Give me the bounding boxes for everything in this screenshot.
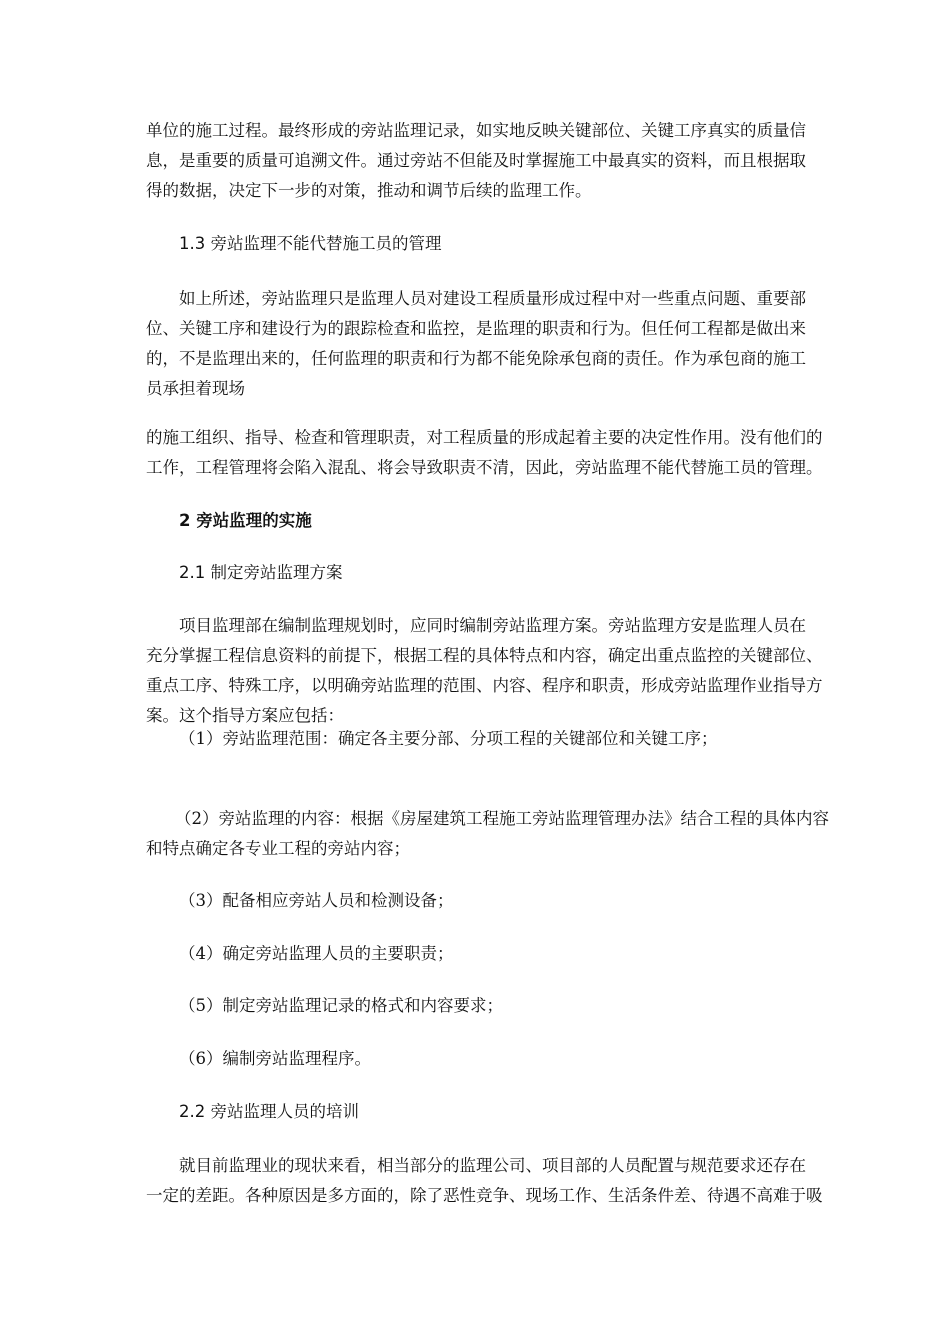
paragraph-2: [146, 284, 822, 404]
text-line: 单位的施工过程。最终形成的旁站监理记录，如实地反映关键部位、关键工序真实的质量信: [146, 121, 806, 140]
text-line: 的施工组织、指导、检查和管理职责，对工程质量的形成起着主要的决定性作用。没有他们的: [146, 428, 823, 447]
section-heading-2-2: 2.2 旁站监理人员的培训: [179, 1102, 359, 1121]
list-item-3: （3）配备相应旁站人员和检测设备；: [179, 891, 454, 910]
list-item-4: （4）确定旁站监理人员的主要职责；: [179, 944, 454, 963]
list-item-6: （6）编制旁站监理程序。: [179, 1049, 371, 1068]
text-line: （2）旁站监理的内容：根据《房屋建筑工程施工旁站监理管理办法》结合工程的具体内容: [175, 809, 829, 828]
text-line: 得的数据，决定下一步的对策，推动和调节后续的监理工作。: [146, 181, 592, 200]
list-item-2: [146, 804, 829, 864]
text-line: 一定的差距。各种原因是多方面的，除了恶性竞争、现场工作、生活条件差、待遇不高难于吸: [146, 1186, 823, 1205]
list-item-1: （1）旁站监理范围：确定各主要分部、分项工程的关键部位和关键工序；: [179, 729, 718, 748]
text-line: 充分掌握工程信息资料的前提下，根据工程的具体特点和内容，确定出重点监控的关键部位、: [146, 646, 823, 665]
text-line: 位、关键工序和建设行为的跟踪检查和监控，是监理的职责和行为。但任何工程都是做出来: [146, 319, 806, 338]
text-line: 的，不是监理出来的，任何监理的职责和行为都不能免除承包商的责任。作为承包商的施工: [146, 349, 806, 368]
list-item-5: （5）制定旁站监理记录的格式和内容要求；: [179, 996, 503, 1015]
text-line: 项目监理部在编制监理规划时，应同时编制旁站监理方案。旁站监理方安是监理人员在: [179, 616, 806, 635]
text-line: 重点工序、特殊工序，以明确旁站监理的范围、内容、程序和职责，形成旁站监理作业指导方: [146, 676, 823, 695]
paragraph-3: [146, 423, 822, 483]
text-line: 如上所述，旁站监理只是监理人员对建设工程质量形成过程中对一些重点问题、重要部: [179, 289, 806, 308]
text-line: 息，是重要的质量可追溯文件。通过旁站不但能及时掌握施工中最真实的资料，而且根据取: [146, 151, 806, 170]
paragraph-4: [146, 611, 822, 731]
text-line: 和特点确定各专业工程的旁站内容；: [146, 839, 410, 858]
text-line: 就目前监理业的现状来看，相当部分的监理公司、项目部的人员配置与规范要求还存在: [179, 1156, 806, 1175]
section-heading-1-3: 1.3 旁站监理不能代替施工员的管理: [179, 234, 442, 253]
section-heading-2-1: 2.1 制定旁站监理方案: [179, 563, 343, 582]
text-line: 员承担着现场: [146, 379, 245, 398]
text-line: 案。这个指导方案应包括：: [146, 706, 344, 725]
text-line: 工作，工程管理将会陷入混乱、将会导致职责不清，因此，旁站监理不能代替施工员的管理。: [146, 458, 823, 477]
paragraph-1: [146, 116, 822, 206]
paragraph-5: [146, 1151, 822, 1211]
section-heading-2: 2 旁站监理的实施: [179, 511, 312, 530]
